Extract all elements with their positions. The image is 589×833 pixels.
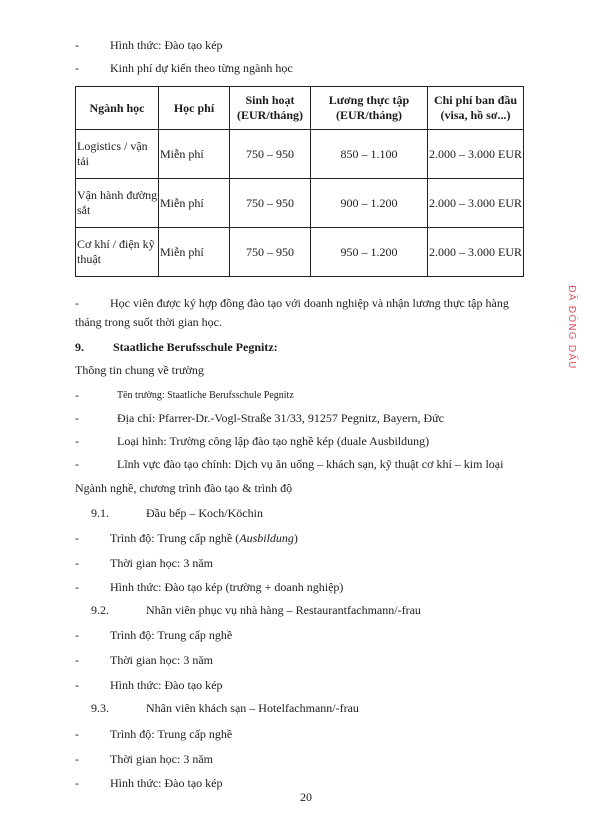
section-number: 9. (75, 340, 84, 354)
cell-tuition: Miễn phí (159, 228, 230, 277)
bullet-dash: - (75, 580, 79, 594)
cell-salary: 850 – 1.100 (311, 130, 428, 179)
school-fields: Lĩnh vực đào tạo chính: Dịch vụ ăn uống – khách sạn, kỹ thuật cơ khí – kim loại (117, 457, 504, 471)
bullet-dash: - (75, 388, 79, 402)
program-number: 9.1. (91, 506, 109, 520)
bullet-dash: - (75, 411, 79, 425)
cell-salary: 900 – 1.200 (311, 179, 428, 228)
bullet-form: Hình thức: Đào tạo kép (110, 38, 223, 52)
cell-major: Cơ khí / điện kỹ thuật (76, 228, 159, 277)
header-major: Ngành học (76, 87, 159, 130)
cell-living: 750 – 950 (230, 228, 311, 277)
program-title: Đầu bếp – Koch/Köchin (146, 506, 263, 520)
bullet-dash: - (75, 653, 79, 667)
bullet-dash: - (75, 678, 79, 692)
school-name: Tên trường: Staatliche Berufsschule Pegnitz (117, 390, 294, 401)
table-row (76, 179, 524, 228)
header-salary: Lương thực tập (EUR/tháng) (311, 87, 428, 130)
bullet-dash: - (75, 434, 79, 448)
cell-initial-cost: 2.000 – 3.000 EUR (428, 179, 524, 228)
note-line-2: tháng trong suốt thời gian học. (75, 315, 222, 329)
cell-salary: 950 – 1.200 (311, 228, 428, 277)
bullet-dash: - (75, 61, 79, 75)
bullet-dash: - (75, 628, 79, 642)
cell-initial-cost: 2.000 – 3.000 EUR (428, 130, 524, 179)
cost-table (75, 86, 524, 277)
programs-heading: Ngành nghề, chương trình đào tạo & trình độ (75, 481, 293, 495)
bullet-dash: - (75, 531, 79, 545)
program-duration: Thời gian học: 3 năm (110, 556, 213, 570)
cell-major: Vận hành đường sắt (76, 179, 159, 228)
cell-tuition: Miễn phí (159, 130, 230, 179)
bullet-dash: - (75, 38, 79, 52)
bullet-dash: - (75, 752, 79, 766)
bullet-dash: - (75, 556, 79, 570)
program-title: Nhân viên khách sạn – Hotelfachmann/-frau (146, 701, 359, 715)
cell-initial-cost: 2.000 – 3.000 EUR (428, 228, 524, 277)
cell-living: 750 – 950 (230, 179, 311, 228)
program-form: Hình thức: Đào tạo kép (110, 678, 223, 692)
table-row (76, 130, 524, 179)
note-line-1: Học viên được ký hợp đồng đào tạo với doanh nghiệp và nhận lương thực tập hàng (110, 296, 509, 310)
program-level: Trình độ: Trung cấp nghề (110, 628, 233, 642)
table-header-row (76, 87, 524, 130)
program-form: Hình thức: Đào tạo kép (110, 776, 223, 790)
page-number: 20 (300, 790, 312, 804)
header-tuition: Học phí (159, 87, 230, 130)
program-duration: Thời gian học: 3 năm (110, 653, 213, 667)
header-living: Sinh hoạt (EUR/tháng) (230, 87, 311, 130)
program-number: 9.3. (91, 701, 109, 715)
school-type: Loại hình: Trường công lập đào tạo nghề kép (duale Ausbildung) (117, 434, 430, 448)
school-address: Địa chỉ: Pfarrer-Dr.-Vogl-Straße 31/33, 91257 Pegnitz, Bayern, Đức (117, 411, 444, 425)
general-info-heading: Thông tin chung về trường (75, 363, 204, 377)
bullet-dash: - (75, 296, 79, 310)
table-row (76, 228, 524, 277)
program-number: 9.2. (91, 603, 109, 617)
bullet-dash: - (75, 776, 79, 790)
program-duration: Thời gian học: 3 năm (110, 752, 213, 766)
program-title: Nhân viên phục vụ nhà hàng – Restaurantfachmann/-frau (146, 603, 421, 617)
bullet-dash: - (75, 727, 79, 741)
program-form: Hình thức: Đào tạo kép (trường + doanh nghiệp) (110, 580, 344, 594)
cell-living: 750 – 950 (230, 130, 311, 179)
cell-major: Logistics / vận tải (76, 130, 159, 179)
program-level: Trình độ: Trung cấp nghề (Ausbildung) (110, 531, 298, 545)
section-title: Staatliche Berufsschule Pegnitz: (113, 340, 278, 354)
header-initial-cost: Chi phí ban đầu (visa, hồ sơ...) (428, 87, 524, 130)
bullet-dash: - (75, 457, 79, 471)
red-stamp: ĐÃ ĐÓNG DẤU (566, 285, 577, 370)
bullet-cost: Kinh phí dự kiến theo từng ngành học (110, 61, 293, 75)
cell-tuition: Miễn phí (159, 179, 230, 228)
program-level: Trình độ: Trung cấp nghề (110, 727, 233, 741)
